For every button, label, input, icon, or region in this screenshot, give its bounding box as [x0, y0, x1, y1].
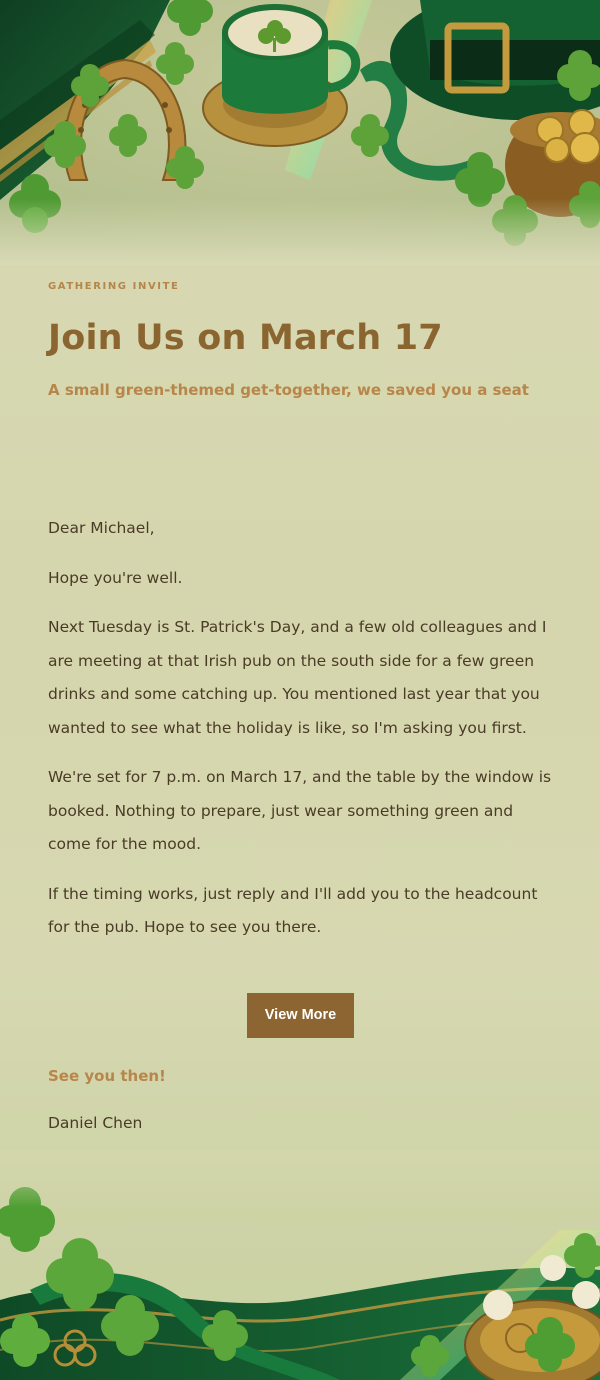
greeting: Dear Michael,	[48, 519, 155, 537]
signature: Daniel Chen	[48, 1114, 143, 1132]
body-paragraph: If the timing works, just reply and I'll add you to the headcount for the pub. Hope to see you there.	[48, 884, 538, 936]
body-paragraph: Hope you're well.	[48, 568, 183, 587]
page-title: Join Us on March 17	[48, 318, 443, 358]
header-illustration	[0, 0, 600, 265]
body-paragraph: We're set for 7 p.m. on March 17, and the table by the window is booked. Nothing to prepare, just wear something green and come for the mood.	[48, 768, 552, 853]
signoff: See you then!	[48, 1067, 166, 1085]
footer-illustration	[0, 1150, 600, 1380]
eyebrow-label: GATHERING INVITE	[48, 281, 180, 292]
cta-container	[247, 993, 354, 1038]
body-paragraph: Next Tuesday is St. Patrick's Day, and a few old colleagues and I are meeting at that Irish pub on the south side for a few green drinks and some catching up. You mentioned last year that you wanted to see what the holiday is like, so I'm asking you first.	[48, 618, 547, 737]
view-more-button[interactable]: View More	[247, 993, 354, 1038]
email-body	[48, 512, 558, 961]
subtitle: A small green-themed get-together, we saved you a seat	[48, 381, 529, 399]
